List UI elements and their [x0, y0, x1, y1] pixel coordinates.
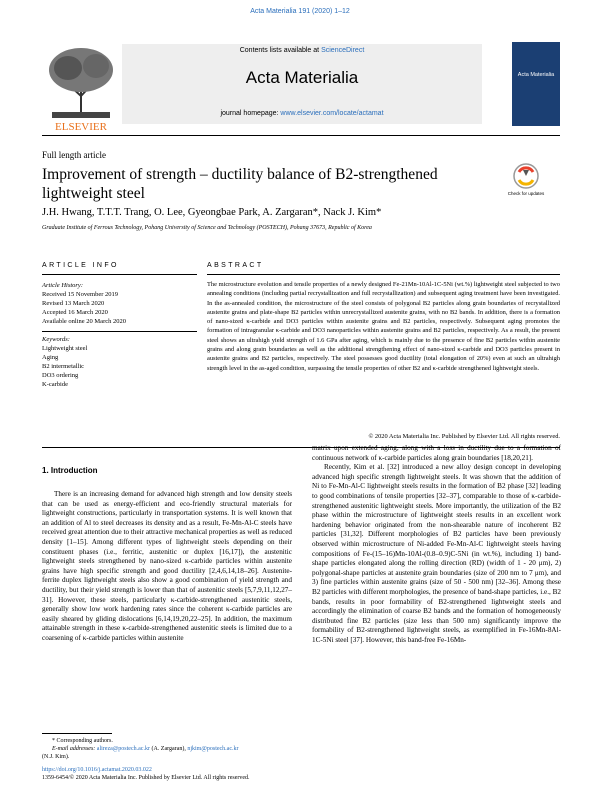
email-owner-zargaran: (A. Zargaran), — [151, 746, 186, 752]
history-online: Available online 20 March 2020 — [42, 318, 126, 325]
paragraph: matrix upon extended aging, along with a loss in ductility due to a formation of continuous network of κ-carbide particles along grain boundaries [18,20,21]. — [312, 444, 561, 462]
homepage-link[interactable]: www.elsevier.com/locate/actamat — [280, 110, 384, 117]
abstract-text: The microstructure evolution and tensile properties of a newly designed Fe-21Mn-10Al-1C-5Ni (wt.%) lightweight steel subjected to two annealing conditions (including partial recrystallization and full recrystallization) and subsequent aging treatment have been investigated. In the as-annealed condition, the microstructure of the steel consists of polygonal B2 particles along grain boundaries of recrystallized austenite grains and plate-shape B2 particles within unrecrystallized austenite grains, with no B2 bands. In addition, there is a formation of nano-sized κ-carbide and DO3 particles within austenite grains and B2 particles, respectively. Subsequent aging promotes the formation of intragranular κ-carbide and DO3 nanoparticles within austenite grains and B2 particles, respectively. As a result, the present steel shows an ultrahigh yield strength of 1.6 GPa after aging, which is mainly due to the presence of fine B2 particles within austenite grains and along grain boundaries as well as the additional strengthening effect of nano-sized κ-carbide and DO3 particles present in austenite grains and B2 particles, respectively. The steel possesses good ductility (total elongation of 20%) even at such an ultrahigh strength level in the as-aged condition, surpassing the tensile properties of other B2 and κ-carbide strengthened lightweight steels. — [207, 281, 560, 372]
history-revised: Revised 13 March 2020 — [42, 300, 105, 307]
keyword-item: Aging — [42, 354, 59, 361]
article-type: Full length article — [42, 150, 106, 160]
keywords-label: Keywords: — [42, 336, 70, 343]
section-heading-introduction: 1. Introduction — [42, 466, 98, 475]
contents-prefix: Contents lists available at — [239, 47, 320, 54]
homepage-line — [122, 110, 482, 117]
email-line — [42, 746, 302, 754]
article-title: Improvement of strength – ductility balance of B2-strengthened lightweight steel — [42, 166, 438, 202]
abstract-divider — [207, 274, 560, 275]
keyword-item: B2 intermetallic — [42, 363, 85, 370]
right-column — [312, 444, 561, 645]
keyword-item: DO3 ordering — [42, 372, 79, 379]
email-link-kim[interactable]: njkim@postech.ac.kr — [187, 746, 239, 752]
journal-title: Acta Materialia — [245, 68, 359, 87]
abstract-heading: ABSTRACT — [207, 262, 264, 269]
corresponding-note: * Corresponding authors. — [52, 738, 113, 744]
check-for-updates-icon[interactable] — [512, 162, 540, 190]
keywords-divider — [42, 331, 197, 332]
paragraph: Recently, Kim et al. [32] introduced a new alloy design concept in developing advanced high specific strength lightweight steels. It was shown that the addition of Ni to Fe-Mn-Al-C lightweight steels results in the formation of B2 phase [32] leading to good combinations of tensile properties [32–37], comparable to those of κ-carbide-strengthened austenitic lightweight steels. More importantly, the utilization of the B2 phase within the microstructure of lightweight steels results in an excellent work hardening behavior originated from the non-shearable nature of incoherent B2 particles [31,32]. Different morphologies of B2 particles have been previously observed within microstructure of Ni-added Fe-Mn-Al-C lightweight steels having compositions of Fe-(15–16)Mn-10Al-(0.8–0.9)C-5Ni (in wt.%), including 1) band-shape particles elongated along the rolling direction (RD) (width of 1 - 20 μm), 2) polygonal-shape particles at austenite grain boundaries (size of 200 nm to 7 μm), and 3) fine particles within austenite grains (size of 50 - 500 nm) [32–36]. Among these B2 particles with different morphologies, the presence of band-shape particles, i.e., B2 bands, results in poor formability of B2-strengthened lightweight steels and accordingly the elimination of coarse B2 bands and the formation of homogeneously distributed fine B2 particles (size less than 500 nm) significantly improve the formability of B2-strengthened lightweight steels, as exemplified in Fe-16Mn-8Al-1C-5Ni steel [37]. However, this band-free Fe-16Mn- — [312, 463, 561, 644]
sciencedirect-link[interactable]: ScienceDirect — [321, 47, 365, 54]
issn-line: 1359-6454/© 2020 Acta Materialia Inc. Published by Elsevier Ltd. All rights reserved. — [42, 775, 250, 781]
history-received: Received 15 November 2019 — [42, 291, 118, 298]
info-divider — [42, 274, 197, 275]
article-info-heading: ARTICLE INFO — [42, 262, 119, 269]
paragraph: There is an increasing demand for advanced high strength and low density steels that can be used as energy-efficient and eco-friendly structural materials for lightweight constructions, particularly in transportation systems. It is well known that an addition of Al to steel decreases its density and as a result, Fe-Mn-Al-C steels have received great attention due to their attractive mechanical properties as well as reduced density [1–15]. Among different types of lightweight steels depending on their constituent phases (i.e., ferritic, austenitic or duplex [16,17]), the austenitic lightweight steels strengthened by nano-sized κ-carbide particles within austenite grains have high specific strength and good ductility [2,4,6,14,18–26]. Austenite-ferrite duplex lightweight steels also show a good combination of yield strength and ductility, but their yield strength is lower than that of austenitic steels [5,7,9,11,12,27–31]. However, these steels, particularly κ-carbide-strengthened austenitic steels, generally show low work hardening rates since the coherent κ-carbide particles are easily sheared by gliding dislocations [6,14,19,20,22–25]. In addition, the maximum attainable strength in these κ-carbide-strengthened austenitic steels is limited due to a coarsening of κ-carbide particles within austenite — [42, 490, 292, 642]
email-owner-kim: (N.J. Kim). — [42, 754, 70, 760]
keyword-item: Lightweight steel — [42, 345, 88, 352]
journal-cover-thumbnail[interactable] — [512, 42, 560, 126]
email-label: E-mail addresses: — [52, 746, 96, 752]
check-for-updates-label[interactable]: Check for updates — [507, 191, 545, 196]
history-accepted: Accepted 16 March 2020 — [42, 309, 108, 316]
keyword-item: K-carbide — [42, 381, 68, 388]
elsevier-tree-logo — [42, 40, 120, 132]
left-column — [42, 490, 292, 644]
header-divider — [42, 135, 560, 136]
footnote-divider — [42, 733, 112, 734]
email-link-zargaran[interactable]: alireza@postech.ac.kr — [96, 746, 150, 752]
contents-line — [122, 47, 482, 54]
abstract-copyright: © 2020 Acta Materialia Inc. Published by Elsevier Ltd. All rights reserved. — [368, 433, 560, 440]
affiliation: Graduate Institute of Ferrous Technology, Pohang University of Science and Technology (POSTECH), Pohang 37673, Republic of Korea — [42, 225, 372, 231]
elsevier-wordmark: ELSEVIER — [55, 121, 107, 132]
cover-title: Acta Materialia — [517, 72, 555, 78]
doi-link[interactable]: https://doi.org/10.1016/j.actamat.2020.03.022 — [42, 767, 152, 773]
journal-reference[interactable]: Acta Materialia 191 (2020) 1–12 — [250, 8, 350, 15]
history-label: Article History: — [42, 282, 83, 289]
homepage-prefix: journal homepage: — [220, 110, 279, 117]
author-list: J.H. Hwang, T.T.T. Trang, O. Lee, Gyeongbae Park, A. Zargaran*, Nack J. Kim* — [42, 207, 382, 218]
